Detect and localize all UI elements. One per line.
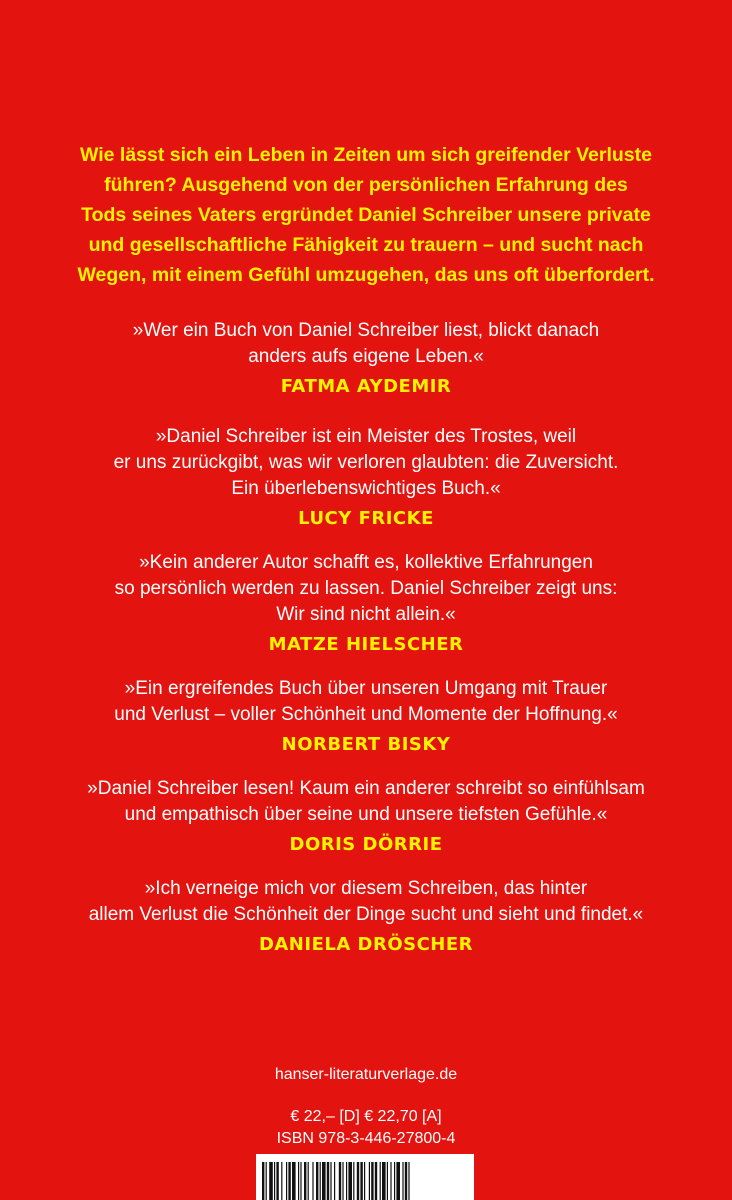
- testimonial-line: »Daniel Schreiber lesen! Kaum ein anderer schreibt so einfühlsam: [87, 778, 645, 799]
- publisher-footer: [0, 1064, 732, 1150]
- testimonial-line: Ein überlebenswichtiges Buch.«: [231, 478, 501, 499]
- testimonial: [30, 776, 702, 858]
- testimonial-line: allem Verlust die Schönheit der Dinge sucht und sieht und findet.«: [88, 904, 644, 925]
- testimonial-author: MATZE HIELSCHER: [268, 634, 464, 655]
- testimonial-text: [30, 876, 702, 928]
- blurb-line: und gesellschaftliche Fähigkeit zu trauern – und sucht nach: [88, 234, 644, 256]
- testimonial-text: [30, 550, 702, 628]
- testimonial-text: [30, 424, 702, 502]
- testimonial-line: Wir sind nicht allein.«: [276, 604, 456, 625]
- blurb-line: führen? Ausgehend von der persönlichen Erfahrung des: [104, 174, 628, 196]
- blurb-paragraph: [30, 140, 702, 290]
- blurb-line: Wegen, mit einem Gefühl umzugehen, das uns oft überfordert.: [77, 264, 655, 286]
- testimonial: [30, 676, 702, 758]
- testimonial-line: so persönlich werden zu lassen. Daniel Schreiber zeigt uns:: [114, 578, 618, 599]
- testimonial-author: FATMA AYDEMIR: [280, 376, 452, 397]
- testimonial-line: »Kein anderer Autor schafft es, kollektive Erfahrungen: [139, 552, 593, 573]
- price-info: [0, 1106, 732, 1150]
- testimonial: [30, 550, 702, 658]
- blurb-line: Wie lässt sich ein Leben in Zeiten um sich greifender Verluste: [80, 144, 652, 166]
- testimonial-text: [30, 676, 702, 728]
- testimonial-text: [30, 318, 702, 370]
- testimonial-line: und Verlust – voller Schönheit und Momente der Hoffnung.«: [114, 704, 618, 725]
- barcode-icon: [256, 1154, 474, 1200]
- publisher-website: hanser-literaturverlage.de: [274, 1066, 458, 1083]
- isbn-text: ISBN 978-3-446-27800-4: [276, 1130, 456, 1147]
- testimonial: [30, 876, 702, 958]
- testimonial-line: »Wer ein Buch von Daniel Schreiber liest, blickt danach: [132, 320, 600, 341]
- testimonial: [30, 318, 702, 400]
- testimonial-line: »Ein ergreifendes Buch über unseren Umgang mit Trauer: [124, 678, 608, 699]
- testimonial-line: und empathisch über seine und unsere tiefsten Gefühle.«: [124, 804, 608, 825]
- testimonial-author: DORIS DÖRRIE: [289, 834, 443, 855]
- testimonial-author: NORBERT BISKY: [281, 734, 451, 755]
- testimonial-text: [30, 776, 702, 828]
- blurb-line: Tods seines Vaters ergründet Daniel Schreiber unsere private: [81, 204, 651, 226]
- testimonial-line: anders aufs eigene Leben.«: [248, 346, 484, 367]
- testimonial-line: »Daniel Schreiber ist ein Meister des Trostes, weil: [155, 426, 577, 447]
- testimonial: [30, 424, 702, 532]
- testimonial-line: er uns zurückgibt, was wir verloren glaubten: die Zuversicht.: [113, 452, 619, 473]
- testimonial-author: LUCY FRICKE: [298, 508, 434, 529]
- testimonial-line: »Ich verneige mich vor diesem Schreiben, das hinter: [144, 878, 588, 899]
- testimonial-author: DANIELA DRÖSCHER: [258, 934, 474, 955]
- price-text: € 22,– [D] € 22,70 [A]: [290, 1108, 442, 1125]
